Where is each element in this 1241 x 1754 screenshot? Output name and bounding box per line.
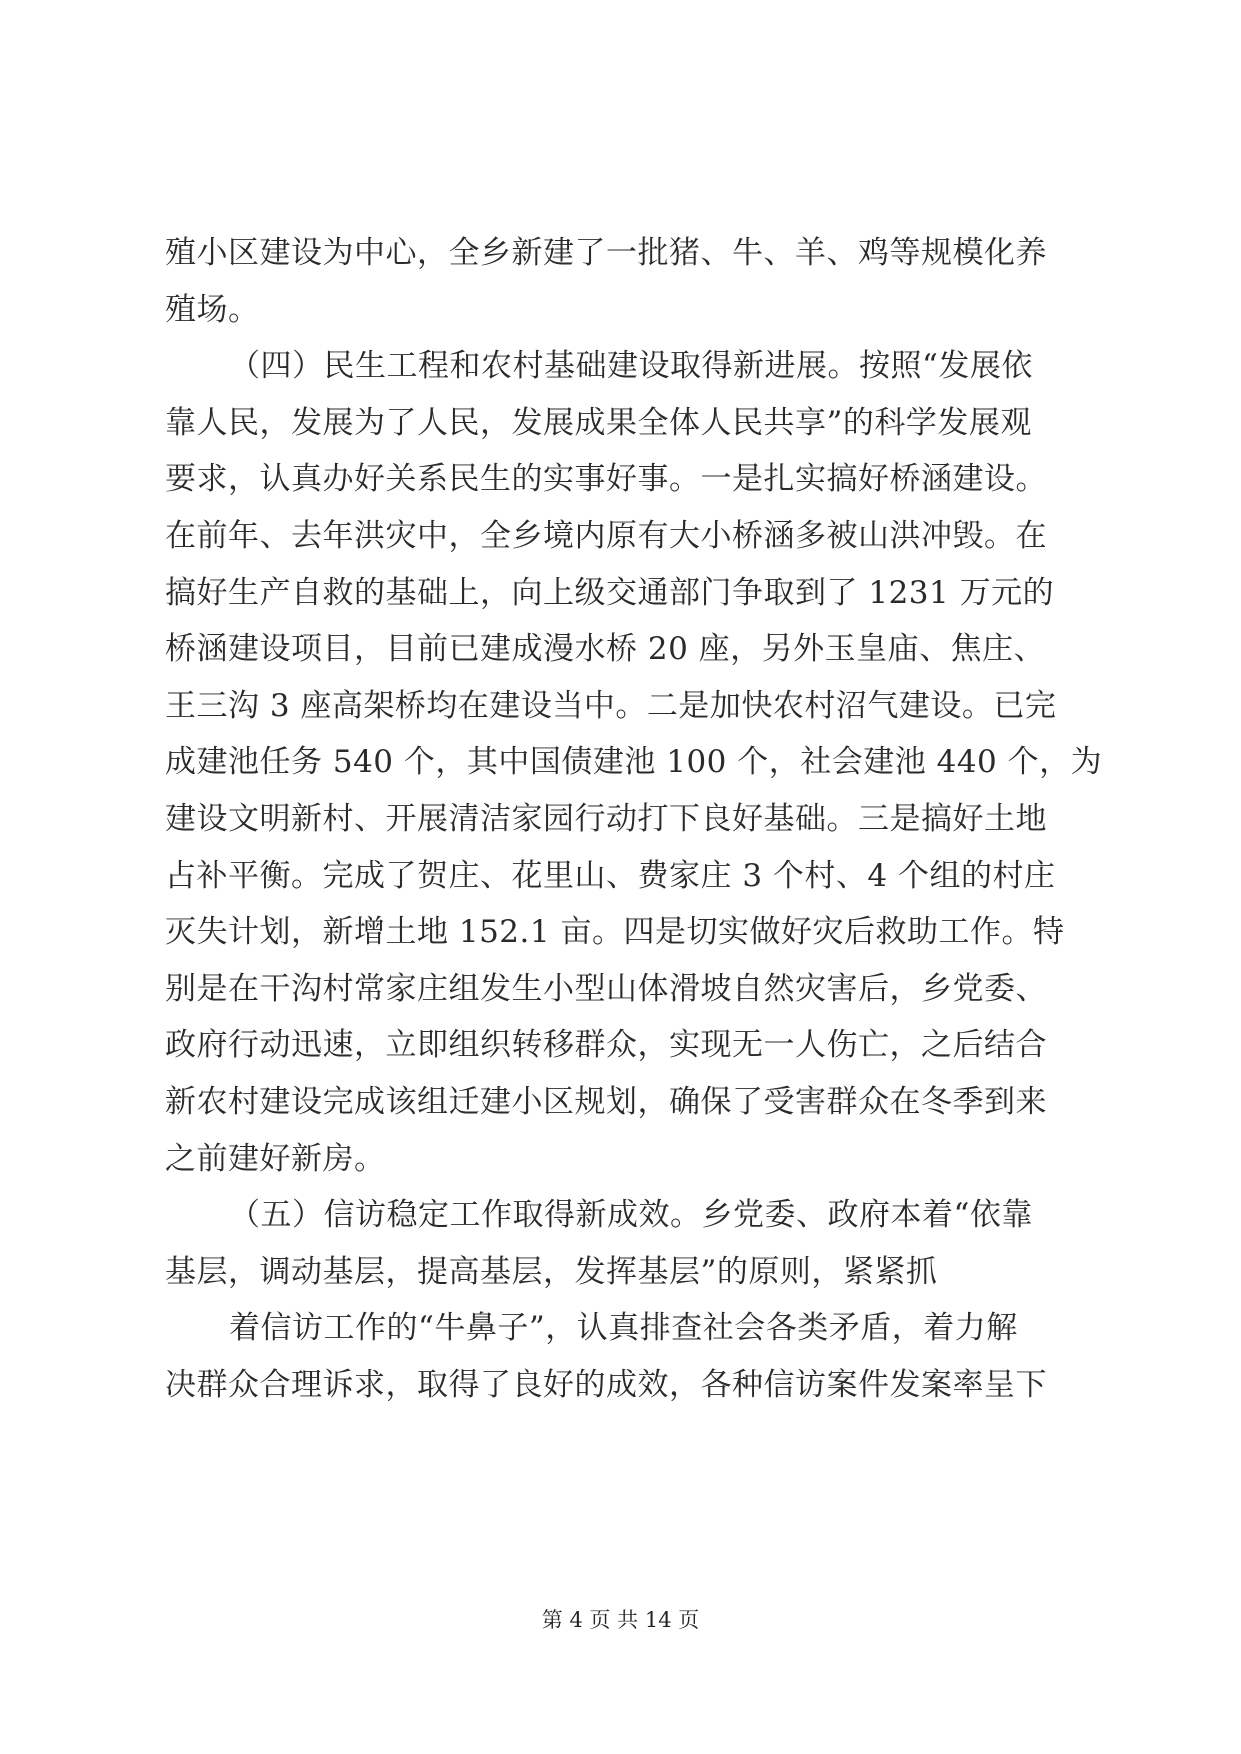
- text-line: 殖小区建设为中心，全乡新建了一批猪、牛、羊、鸡等规模化养: [165, 235, 1047, 271]
- text-line: （五）信访稳定工作取得新成效。乡党委、政府本着“依靠: [229, 1197, 1033, 1234]
- text-line: （四）民生工程和农村基础建设取得新进展。按照“发展依: [229, 348, 1033, 385]
- text-line: 占补平衡。完成了贺庄、花里山、费家庄 3 个村、4 个组的村庄: [165, 857, 1056, 894]
- text-line: 之前建好新房。: [165, 1140, 386, 1177]
- text-line: 灭失计划，新增土地 152.1 亩。四是切实做好灾后救助工作。特: [165, 914, 1065, 951]
- text-line: 别是在干沟村常家庄组发生小型山体滑坡自然灾害后，乡党委、: [165, 970, 1047, 1007]
- text-line: 政府行动迅速，立即组织转移群众，实现无一人伤亡，之后结合: [165, 1027, 1047, 1064]
- text-line: 靠人民，发展为了人民，发展成果全体人民共享”的科学发展观: [165, 404, 1032, 441]
- page-footer: 第 4 页 共 14 页: [541, 1608, 700, 1632]
- text-line: 建设文明新村、开展清洁家园行动打下良好基础。三是搞好土地: [165, 800, 1047, 837]
- document-body: [165, 225, 1103, 1413]
- text-line: 新农村建设完成该组迁建小区规划，确保了受害群众在冬季到来: [165, 1083, 1047, 1120]
- text-line: 着信访工作的“牛鼻子”，认真排查社会各类矛盾，着力解: [229, 1310, 1018, 1347]
- text-line: 基层，调动基层，提高基层，发挥基层”的原则，紧紧抓: [165, 1253, 938, 1290]
- text-line: 桥涵建设项目，目前已建成漫水桥 20 座，另外玉皇庙、焦庄、: [165, 631, 1046, 668]
- text-line: 决群众合理诉求，取得了良好的成效，各种信访案件发案率呈下: [165, 1366, 1047, 1403]
- text-line: 王三沟 3 座高架桥均在建设当中。二是加快农村沼气建设。已完: [165, 687, 1057, 724]
- text-line: 在前年、去年洪灾中，全乡境内原有大小桥涵多被山洪冲毁。在: [165, 517, 1047, 554]
- text-line: 要求，认真办好关系民生的实事好事。一是扎实搞好桥涵建设。: [165, 461, 1047, 498]
- text-line: 成建池任务 540 个，其中国债建池 100 个，社会建池 440 个，为: [165, 744, 1103, 781]
- text-line: 殖场。: [165, 291, 260, 328]
- text-line: 搞好生产自救的基础上，向上级交通部门争取到了 1231 万元的: [165, 574, 1055, 611]
